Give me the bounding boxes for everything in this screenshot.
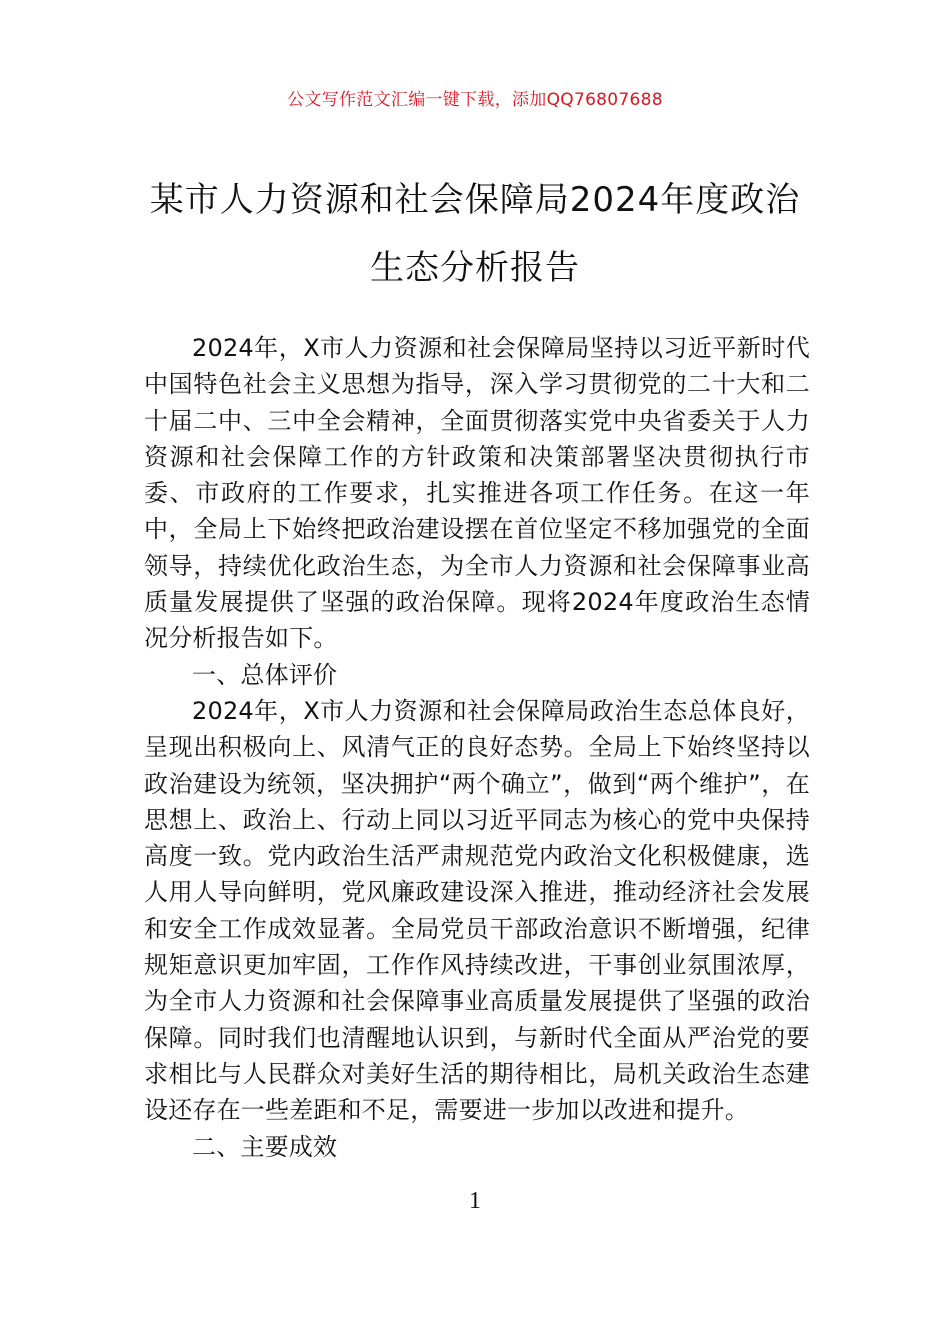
document-body — [144, 330, 810, 1165]
overall-evaluation-paragraph: 2024年，X市人力资源和社会保障局政治生态总体良好，呈现出积极向上、风清气正的良好态势。全局上下始终坚持以政治建设为统领，坚决拥护“两个确立”，做到“两个维护”，在思想上、政治上、行动上同以习近平同志为核心的党中央保持高度一致。党内政治生活严肃规范党内政治文化积极健康，选人用人导向鲜明，党风廉政建设深入推进，推动经济社会发展和安全工作成效显著。全局党员干部政治意识不断增强，纪律规矩意识更加牢固，工作作风持续改进，干事创业氛围浓厚，为全市人力资源和社会保障事业高质量发展提供了坚强的政治保障。同时我们也清醒地认识到，与新时代全面从严治党的要求相比与人民群众对美好生活的期待相比，局机关政治生态建设还存在一些差距和不足，需要进一步加以改进和提升。 — [144, 696, 810, 1125]
download-banner: 公文写作范文汇编一键下载，添加QQ76807688 — [287, 90, 663, 110]
document-title-line-2: 生态分析报告 — [370, 248, 580, 288]
page-number: 1 — [469, 1188, 481, 1214]
section-heading-main-achievements: 二、主要成效 — [192, 1132, 338, 1161]
intro-paragraph: 2024年，X市人力资源和社会保障局坚持以习近平新时代中国特色社会主义思想为指导，深入学习贯彻党的二十大和二十届二中、三中全会精神，全面贯彻落实党中央省委关于人力资源和社会保障工作的方针政策和决策部署坚决贯彻执行市委、市政府的工作要求，扎实推进各项工作任务。在这一年中，全局上下始终把政治建设摆在首位坚定不移加强党的全面领导，持续优化政治生态，为全市人力资源和社会保障事业高质量发展提供了坚强的政治保障。现将2024年度政治生态情况分析报告如下。 — [144, 334, 810, 653]
section-heading-overall-evaluation: 一、总体评价 — [192, 660, 338, 689]
document-title-line-1: 某市人力资源和社会保障局2024年度政治 — [149, 180, 801, 220]
